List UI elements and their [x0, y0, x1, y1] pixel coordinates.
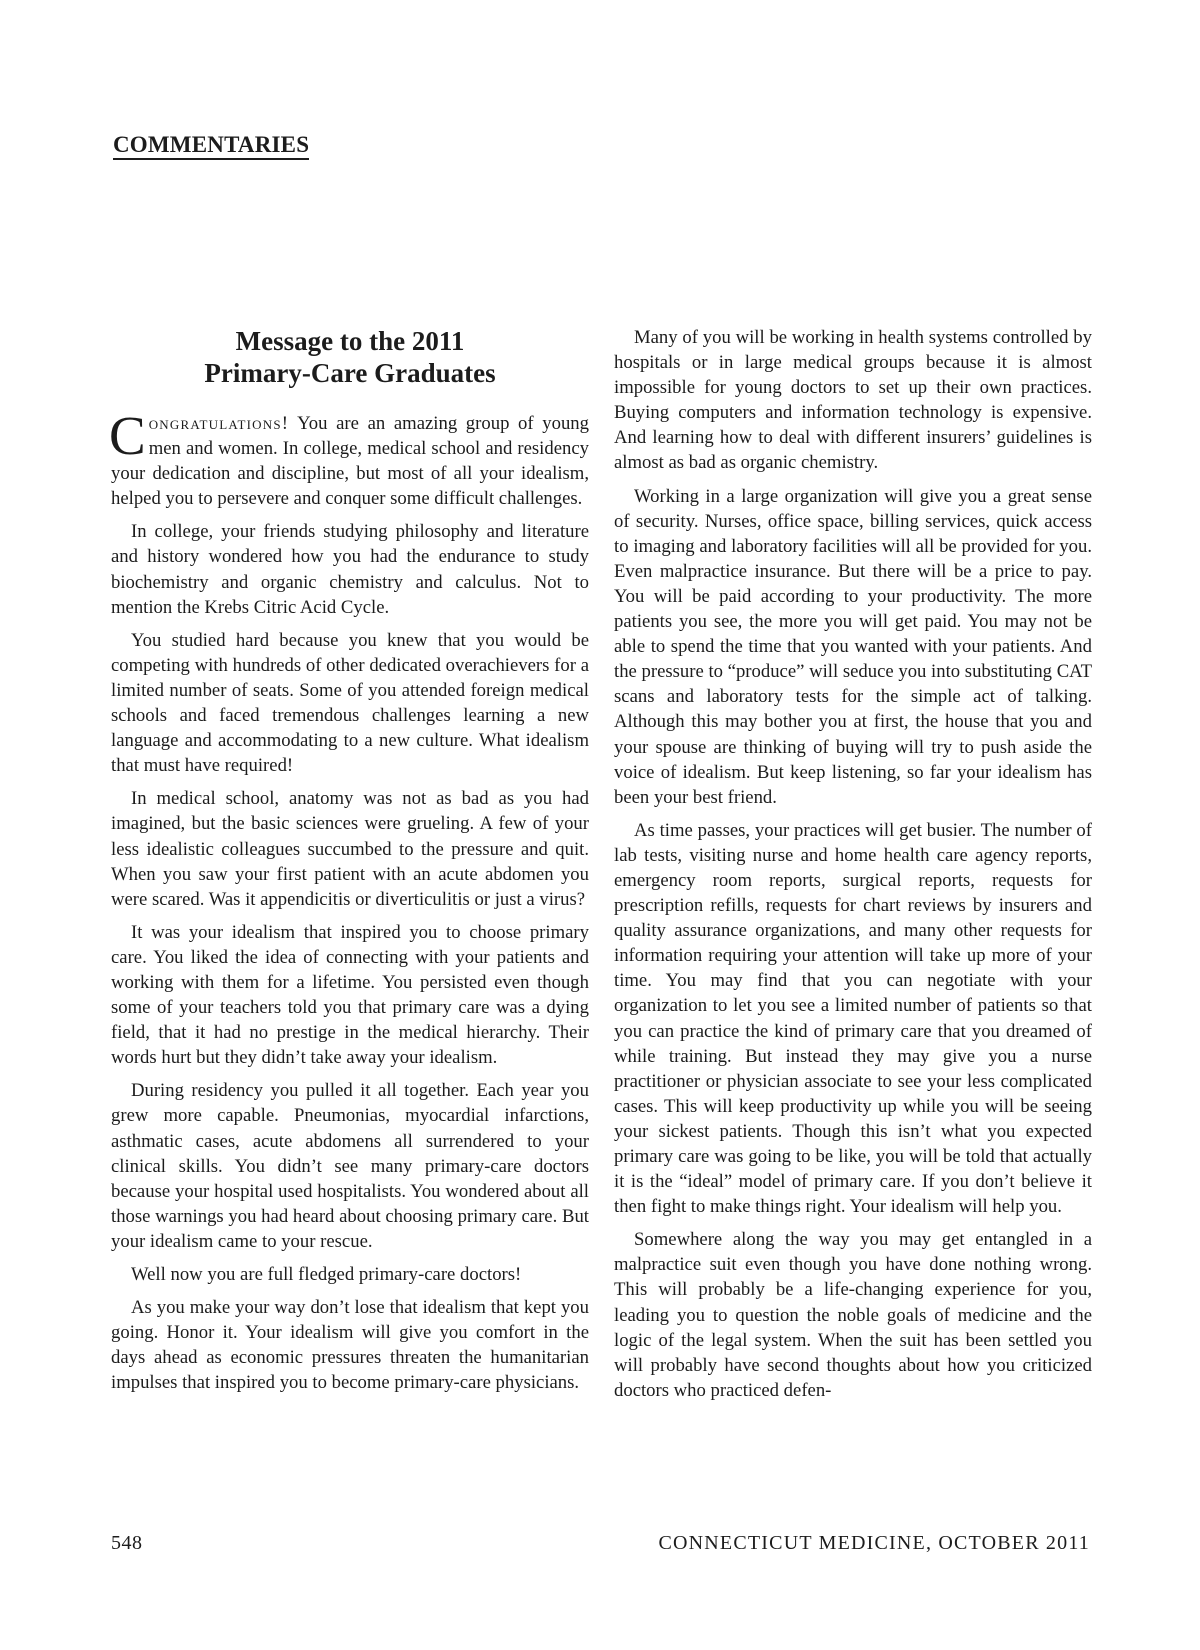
body-paragraph: Working in a large organization will give you a great sense of security. Nurses, office space, billing services, quick access to imaging and laboratory facilities will all be provided for you. Even malpractice insurance. But there will be a price to pay. You will be paid according to your productivity. The more patients you see, the more you will get paid. You may not be able to spend the time that you wanted with your patients. And the pressure to “produce” will seduce you into substituting CAT scans and laboratory tests for the simple act of talking. Although this may bother you at first, the house that you and your spouse are thinking of buying will try to push aside the voice of idealism. But keep listening, so far your idealism has been your best friend. — [614, 485, 1092, 808]
left-column — [111, 325, 589, 1403]
drop-cap: C — [109, 405, 146, 466]
body-paragraph: During residency you pulled it all together. Each year you grew more capable. Pneumonias, myocardial infarctions, asthmatic cases, acute abdomens all surrendered to your clinical skills. You didn’t see many primary-care doctors because your hospital used hospitalists. You wondered about all those warnings you had heard about choosing primary care. But your idealism came to your rescue. — [111, 1080, 589, 1252]
body-paragraph: In college, your friends studying philosophy and literature and history wondered how you had the endurance to study biochemistry and organic chemistry and calculus. Not to mention the Krebs Citric Acid Cycle. — [111, 521, 589, 618]
body-paragraph: You studied hard because you knew that you would be competing with hundreds of other dedicated overachievers for a limited number of seats. Some of you attended foreign medical schools and faced tremendous challenges learning a new language and accommodating to a new culture. What idealism that must have required! — [111, 629, 589, 777]
article-title — [111, 325, 589, 389]
right-column — [614, 325, 1092, 1411]
lead-text: You are an amazing group of young men and women. In college, medical school and residency your dedication and discipline, but most of all your idealism, helped you to persevere and conquer some difficult challenges. — [111, 413, 589, 510]
lead-smallcaps: ongratulations! — [148, 413, 290, 434]
body-paragraph: In medical school, anatomy was not as bad as you had imagined, but the basic sciences were grueling. A few of your less idealistic colleagues succumbed to the pressure and quit. When you saw your first patient with an acute abdomen you were scared. Was it appendicitis or diverticulitis or just a virus? — [111, 788, 589, 910]
body-paragraph: As time passes, your practices will get busier. The number of lab tests, visiting nurse and home health care agency reports, emergency room reports, surgical reports, requests for prescription refills, requests for chart reviews by insurers and quality assurance organizations, and many other requests for information requiring your attention will take up more of your time. You may find that you can negotiate with your organization to let you see a limited number of patients so that you can practice the kind of primary care that you dreamed of while training. But instead they may give you a nurse practitioner or physician associate to see your less complicated cases. This will keep productivity up while you will be seeing your sickest patients. Though this isn’t what you expected primary care was going to be like, you will be told that actually it is the “ideal” model of primary care. If you don’t believe it then fight to make things right. Your idealism will help you. — [614, 819, 1092, 1218]
title-line-1: Message to the 2011 — [235, 326, 465, 356]
journal-footer: CONNECTICUT MEDICINE, OCTOBER 2011 — [658, 1532, 1090, 1554]
title-line-2: Primary-Care Graduates — [204, 358, 496, 388]
page-number: 548 — [111, 1532, 143, 1554]
section-header: COMMENTARIES — [113, 133, 309, 160]
body-paragraph: Many of you will be working in health systems controlled by hospitals or in large medical groups because it is almost impossible for young doctors to set up their own practices. Buying computers and information technology is expensive. And learning how to deal with different insurers’ guidelines is almost as bad as organic chemistry. — [614, 327, 1092, 474]
body-paragraph: Well now you are full fledged primary-care doctors! — [131, 1264, 522, 1285]
body-paragraph: Somewhere along the way you may get entangled in a malpractice suit even though you have done nothing wrong. This will probably be a life-changing experience for you, leading you to question the noble goals of medicine and the logic of the legal system. When the suit has been settled you will probably have second thoughts about how you criticized doctors who practiced defen- — [614, 1229, 1092, 1401]
body-paragraph: As you make your way don’t lose that idealism that kept you going. Honor it. Your idealism will give you comfort in the days ahead as economic pressures threaten the humanitarian impulses that inspired you to become primary-care physicians. — [111, 1297, 589, 1394]
lead-paragraph — [109, 405, 589, 511]
body-paragraph: It was your idealism that inspired you to choose primary care. You liked the idea of connecting with your patients and working with them for a lifetime. You persisted even though some of your teachers told you that primary care was a dying field, that it had no prestige in the medical hierarchy. Their words hurt but they didn’t take away your idealism. — [111, 921, 589, 1069]
